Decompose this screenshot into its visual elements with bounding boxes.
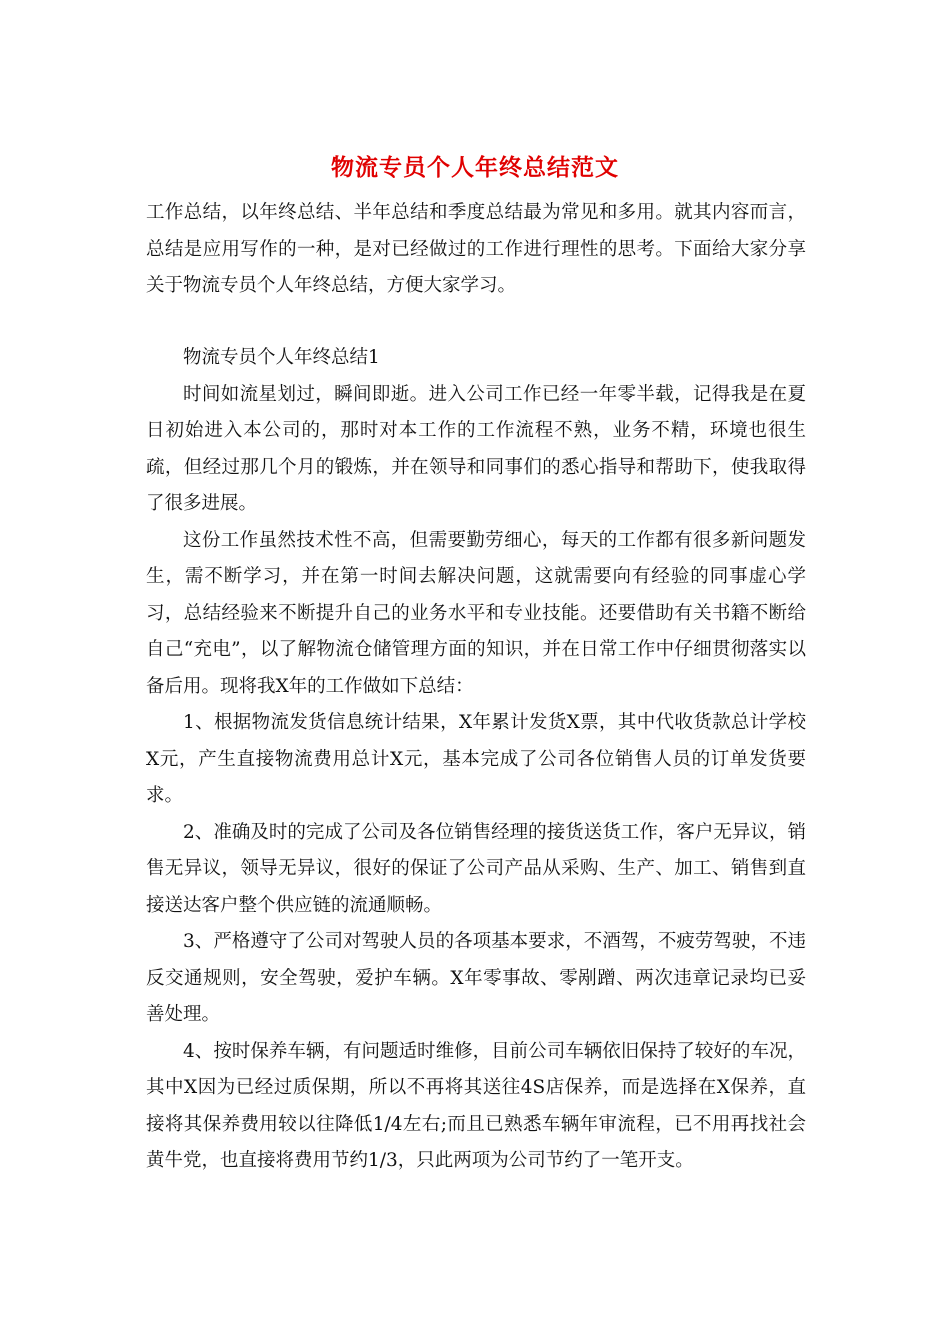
intro-block <box>146 195 806 305</box>
section-body <box>146 340 806 1180</box>
paragraph-1: 时间如流星划过，瞬间即逝。进入公司工作已经一年零半载，记得我是在夏日初始进入本公司的，那时对本工作的工作流程不熟，业务不精，环境也很生疏，但经过那几个月的锻炼，并在领导和同事们的悉心指导和帮助下，使我取得了很多进展。 <box>146 383 806 514</box>
intro-paragraph: 工作总结，以年终总结、半年总结和季度总结最为常见和多用。就其内容而言，总结是应用写作的一种，是对已经做过的工作进行理性的思考。下面给大家分享关于物流专员个人年终总结，方便大家学习。 <box>146 202 806 296</box>
paragraph-6: 4、按时保养车辆，有问题适时维修，目前公司车辆依旧保持了较好的车况，其中X因为已经过质保期，所以不再将其送往4S店保养，而是选择在X保养，直接将其保养费用较以往降低1/4左右;而且已熟悉车辆年审流程，已不用再找社会黄牛党，也直接将费用节约1/3，只此两项为公司节约了一笔开支。 <box>146 1040 806 1171</box>
section-heading: 物流专员个人年终总结1 <box>183 347 380 368</box>
paragraph-3: 1、根据物流发货信息统计结果，X年累计发货X票，其中代收货款总计学校X元，产生直接物流费用总计X元，基本完成了公司各位销售人员的订单发货要求。 <box>146 712 806 806</box>
document-title: 物流专员个人年终总结范文 <box>331 154 619 181</box>
paragraph-4: 2、准确及时的完成了公司及各位销售经理的接货送货工作，客户无异议，销售无异议，领导无异议，很好的保证了公司产品从采购、生产、加工、销售到直接送达客户整个供应链的流通顺畅。 <box>146 821 806 916</box>
paragraph-5: 3、严格遵守了公司对驾驶人员的各项基本要求，不酒驾，不疲劳驾驶，不违反交通规则，安全驾驶，爱护车辆。X年零事故、零剐蹭、两次违章记录均已妥善处理。 <box>146 931 806 1025</box>
paragraph-2: 这份工作虽然技术性不高，但需要勤劳细心，每天的工作都有很多新问题发生，需不断学习，并在第一时间去解决问题，这就需要向有经验的同事虚心学习，总结经验来不断提升自己的业务水平和专业技能。还要借助有关书籍不断给自己“充电”，以了解物流仓储管理方面的知识，并在日常工作中仔细贯彻落实以备后用。现将我X年的工作做如下总结： <box>146 529 806 697</box>
